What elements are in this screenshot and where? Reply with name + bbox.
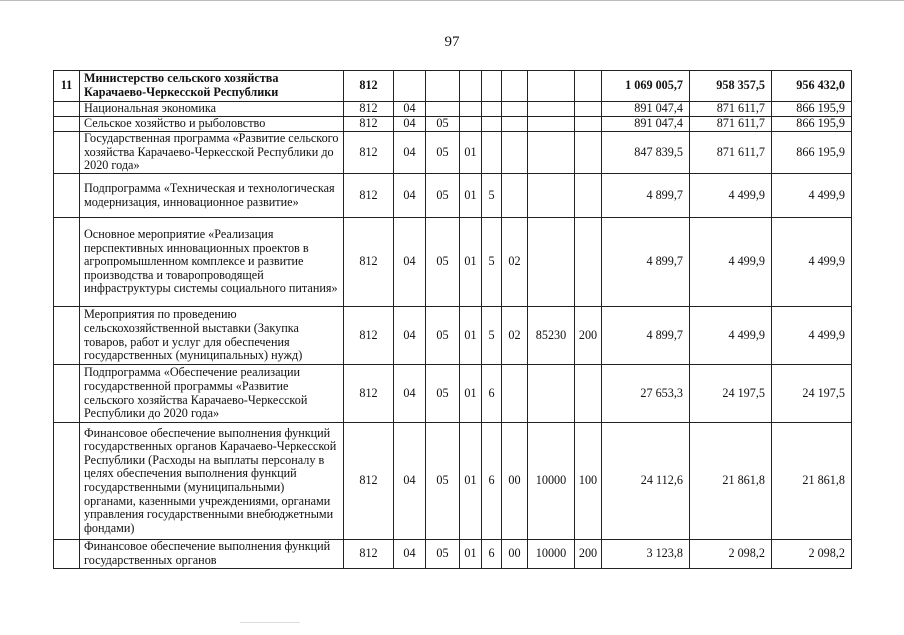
dept-code: 812: [344, 117, 394, 132]
budget-table-body: [54, 71, 852, 569]
expense-type-code: [575, 174, 602, 218]
amount-year-3: 4 499,9: [772, 307, 852, 365]
direction-code: [528, 218, 575, 307]
section-code: 04: [394, 540, 426, 569]
amount-year-1: 27 653,3: [602, 365, 690, 423]
row-index: [54, 423, 80, 540]
section-code: 04: [394, 218, 426, 307]
subsection-code: 05: [426, 174, 460, 218]
subsection-code: 05: [426, 365, 460, 423]
item-name: Финансовое обеспечение выполнения функций государственных органов Карачаево-Черкесской Республики (Расходы на выплаты персоналу в целях обеспечения выполнения функций государственными (муниципальными) органами, казенными учреждениями, органами управления государственными внебюджетными фондами): [80, 423, 344, 540]
expense-type-code: [575, 132, 602, 174]
expense-type-code: [575, 71, 602, 102]
dept-code: 812: [344, 307, 394, 365]
dept-code: 812: [344, 365, 394, 423]
direction-code: [528, 365, 575, 423]
amount-year-2: 24 197,5: [690, 365, 772, 423]
amount-year-1: 847 839,5: [602, 132, 690, 174]
expense-type-code: 100: [575, 423, 602, 540]
item-name: Национальная экономика: [80, 102, 344, 117]
program-code: 01: [460, 132, 482, 174]
subsection-code: 05: [426, 540, 460, 569]
subprogram-code: 6: [482, 540, 502, 569]
subsection-code: 05: [426, 307, 460, 365]
dept-code: 812: [344, 132, 394, 174]
subprogram-code: 6: [482, 365, 502, 423]
table-row: [54, 307, 852, 365]
amount-year-3: 4 499,9: [772, 174, 852, 218]
expense-type-code: 200: [575, 540, 602, 569]
dept-code: 812: [344, 540, 394, 569]
amount-year-2: 4 499,9: [690, 307, 772, 365]
subprogram-code: [482, 71, 502, 102]
program-code: 01: [460, 174, 482, 218]
section-code: 04: [394, 174, 426, 218]
expense-type-code: [575, 365, 602, 423]
amount-year-3: 4 499,9: [772, 218, 852, 307]
row-index: [54, 540, 80, 569]
activity-code: [502, 365, 528, 423]
amount-year-3: 866 195,9: [772, 102, 852, 117]
dept-code: 812: [344, 174, 394, 218]
item-name: Сельское хозяйство и рыболовство: [80, 117, 344, 132]
expense-type-code: 200: [575, 307, 602, 365]
subprogram-code: 5: [482, 174, 502, 218]
program-code: 01: [460, 307, 482, 365]
program-code: 01: [460, 365, 482, 423]
direction-code: [528, 102, 575, 117]
section-code: 04: [394, 307, 426, 365]
amount-year-3: 866 195,9: [772, 132, 852, 174]
item-name: Подпрограмма «Техническая и технологическая модернизация, инновационное развитие»: [80, 174, 344, 218]
section-code: 04: [394, 132, 426, 174]
item-name: Подпрограмма «Обеспечение реализации государственной программы «Развитие сельского хозяйства Карачаево-Черкесской Республики до 2020 года»: [80, 365, 344, 423]
amount-year-1: 891 047,4: [602, 102, 690, 117]
expense-type-code: [575, 218, 602, 307]
direction-code: 85230: [528, 307, 575, 365]
section-code: 04: [394, 117, 426, 132]
item-name: Основное мероприятие «Реализация перспективных инновационных проектов в агропромышленном комплексе и развитие производства и товаропроводящей инфраструктуры системы социального питания»: [80, 218, 344, 307]
row-index: [54, 365, 80, 423]
table-row: [54, 71, 852, 102]
subsection-code: 05: [426, 218, 460, 307]
amount-year-3: 21 861,8: [772, 423, 852, 540]
activity-code: [502, 71, 528, 102]
amount-year-2: 958 357,5: [690, 71, 772, 102]
subsection-code: [426, 71, 460, 102]
amount-year-2: 21 861,8: [690, 423, 772, 540]
row-index: [54, 218, 80, 307]
section-code: [394, 71, 426, 102]
amount-year-1: 24 112,6: [602, 423, 690, 540]
direction-code: [528, 71, 575, 102]
subsection-code: 05: [426, 132, 460, 174]
subprogram-code: [482, 102, 502, 117]
amount-year-2: 871 611,7: [690, 117, 772, 132]
direction-code: [528, 174, 575, 218]
amount-year-1: 4 899,7: [602, 307, 690, 365]
scan-artifact: [240, 622, 300, 623]
budget-table: [53, 70, 852, 569]
amount-year-3: 956 432,0: [772, 71, 852, 102]
amount-year-2: 4 499,9: [690, 174, 772, 218]
program-code: [460, 102, 482, 117]
amount-year-1: 1 069 005,7: [602, 71, 690, 102]
row-index: [54, 102, 80, 117]
item-name: Мероприятия по проведению сельскохозяйственной выставки (Закупка товаров, работ и услуг для обеспечения государственных (муниципальных) нужд): [80, 307, 344, 365]
activity-code: [502, 174, 528, 218]
amount-year-2: 871 611,7: [690, 132, 772, 174]
program-code: [460, 117, 482, 132]
item-name: Финансовое обеспечение выполнения функций государственных органов: [80, 540, 344, 569]
table-row: [54, 174, 852, 218]
subprogram-code: [482, 132, 502, 174]
activity-code: [502, 102, 528, 117]
program-code: 01: [460, 540, 482, 569]
table-row: [54, 540, 852, 569]
dept-code: 812: [344, 71, 394, 102]
activity-code: 02: [502, 307, 528, 365]
program-code: 01: [460, 218, 482, 307]
table-row: [54, 423, 852, 540]
subsection-code: [426, 102, 460, 117]
amount-year-3: 24 197,5: [772, 365, 852, 423]
table-row: [54, 132, 852, 174]
subsection-code: 05: [426, 117, 460, 132]
amount-year-1: 3 123,8: [602, 540, 690, 569]
direction-code: [528, 117, 575, 132]
amount-year-3: 2 098,2: [772, 540, 852, 569]
direction-code: [528, 132, 575, 174]
program-code: 01: [460, 423, 482, 540]
expense-type-code: [575, 102, 602, 117]
table-row: [54, 365, 852, 423]
activity-code: 00: [502, 540, 528, 569]
section-code: 04: [394, 102, 426, 117]
dept-code: 812: [344, 102, 394, 117]
program-code: [460, 71, 482, 102]
subprogram-code: 5: [482, 218, 502, 307]
section-code: 04: [394, 423, 426, 540]
subprogram-code: 5: [482, 307, 502, 365]
expense-type-code: [575, 117, 602, 132]
scan-top-edge: [0, 0, 904, 1]
row-index: [54, 132, 80, 174]
table-row: [54, 218, 852, 307]
item-name: Министерство сельского хозяйства Карачаево-Черкесской Республики: [80, 71, 344, 102]
dept-code: 812: [344, 218, 394, 307]
activity-code: [502, 132, 528, 174]
direction-code: 10000: [528, 540, 575, 569]
row-index: 11: [54, 71, 80, 102]
table-row: [54, 102, 852, 117]
section-code: 04: [394, 365, 426, 423]
table-row: [54, 117, 852, 132]
amount-year-1: 4 899,7: [602, 218, 690, 307]
item-name: Государственная программа «Развитие сельского хозяйства Карачаево-Черкесской Республики до 2020 года»: [80, 132, 344, 174]
amount-year-3: 866 195,9: [772, 117, 852, 132]
activity-code: 02: [502, 218, 528, 307]
amount-year-2: 4 499,9: [690, 218, 772, 307]
activity-code: [502, 117, 528, 132]
subprogram-code: [482, 117, 502, 132]
row-index: [54, 174, 80, 218]
subsection-code: 05: [426, 423, 460, 540]
dept-code: 812: [344, 423, 394, 540]
amount-year-2: 871 611,7: [690, 102, 772, 117]
subprogram-code: 6: [482, 423, 502, 540]
amount-year-1: 4 899,7: [602, 174, 690, 218]
activity-code: 00: [502, 423, 528, 540]
direction-code: 10000: [528, 423, 575, 540]
page-number: 97: [444, 34, 460, 50]
row-index: [54, 117, 80, 132]
row-index: [54, 307, 80, 365]
amount-year-1: 891 047,4: [602, 117, 690, 132]
amount-year-2: 2 098,2: [690, 540, 772, 569]
